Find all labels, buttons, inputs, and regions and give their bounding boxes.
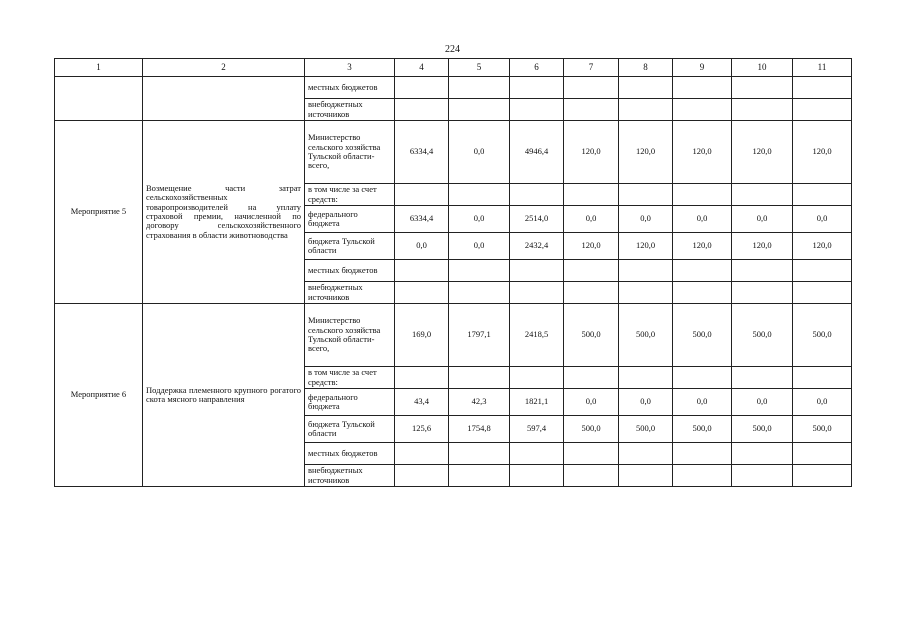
value-cell-col7 bbox=[564, 99, 619, 121]
value-cell-col4 bbox=[395, 184, 449, 206]
funding-source-label: внебюджетных источников bbox=[305, 465, 395, 487]
value-cell-col8 bbox=[619, 367, 673, 389]
value-cell-col5: 1797,1 bbox=[449, 304, 510, 367]
value-cell-col4 bbox=[395, 465, 449, 487]
continued-name-cell bbox=[55, 77, 143, 121]
funding-source-label: местных бюджетов bbox=[305, 77, 395, 99]
value-cell-col7 bbox=[564, 282, 619, 304]
value-cell-col5: 0,0 bbox=[449, 233, 510, 260]
value-cell-col6: 2432,4 bbox=[510, 233, 564, 260]
value-cell-col10: 500,0 bbox=[732, 416, 793, 443]
value-cell-col9: 0,0 bbox=[673, 389, 732, 416]
value-cell-col8 bbox=[619, 443, 673, 465]
value-cell-col9 bbox=[673, 465, 732, 487]
value-cell-col9: 500,0 bbox=[673, 304, 732, 367]
value-cell-col10 bbox=[732, 184, 793, 206]
value-cell-col8 bbox=[619, 260, 673, 282]
value-cell-col11: 500,0 bbox=[793, 416, 852, 443]
value-cell-col8: 120,0 bbox=[619, 233, 673, 260]
continued-description-cell bbox=[143, 77, 305, 121]
measure-description: Возмещение части затрат сельскохозяйственных товаропроизводителей на уплату страховой премии, начисленной по договору сельскохозяйственного страхования в области животноводства bbox=[143, 121, 305, 304]
value-cell-col11: 120,0 bbox=[793, 233, 852, 260]
value-cell-col10: 0,0 bbox=[732, 206, 793, 233]
value-cell-col4 bbox=[395, 99, 449, 121]
value-cell-col9: 120,0 bbox=[673, 233, 732, 260]
value-cell-col10 bbox=[732, 77, 793, 99]
value-cell-col9: 0,0 bbox=[673, 206, 732, 233]
funding-source-label: Министерство сельского хозяйства Тульской области-всего, bbox=[305, 304, 395, 367]
value-cell-col10: 500,0 bbox=[732, 304, 793, 367]
column-header-10: 10 bbox=[732, 59, 793, 77]
value-cell-col5 bbox=[449, 99, 510, 121]
value-cell-col4 bbox=[395, 367, 449, 389]
value-cell-col4: 6334,4 bbox=[395, 121, 449, 184]
value-cell-col6 bbox=[510, 465, 564, 487]
value-cell-col11: 120,0 bbox=[793, 121, 852, 184]
value-cell-col5 bbox=[449, 443, 510, 465]
value-cell-col8 bbox=[619, 99, 673, 121]
value-cell-col5 bbox=[449, 282, 510, 304]
value-cell-col6 bbox=[510, 367, 564, 389]
value-cell-col8: 0,0 bbox=[619, 389, 673, 416]
measure-name: Мероприятие 6 bbox=[55, 304, 143, 487]
value-cell-col6 bbox=[510, 99, 564, 121]
value-cell-col7: 500,0 bbox=[564, 416, 619, 443]
value-cell-col7: 0,0 bbox=[564, 206, 619, 233]
value-cell-col7 bbox=[564, 77, 619, 99]
value-cell-col6: 4946,4 bbox=[510, 121, 564, 184]
value-cell-col7: 0,0 bbox=[564, 389, 619, 416]
value-cell-col10 bbox=[732, 465, 793, 487]
funding-source-label: внебюджетных источников bbox=[305, 282, 395, 304]
value-cell-col9 bbox=[673, 99, 732, 121]
column-header-7: 7 bbox=[564, 59, 619, 77]
table-row bbox=[55, 77, 852, 99]
value-cell-col5: 0,0 bbox=[449, 206, 510, 233]
value-cell-col11 bbox=[793, 443, 852, 465]
value-cell-col10: 120,0 bbox=[732, 121, 793, 184]
value-cell-col10 bbox=[732, 260, 793, 282]
measure-description: Поддержка племенного крупного рогатого скота мясного направления bbox=[143, 304, 305, 487]
value-cell-col9: 120,0 bbox=[673, 121, 732, 184]
value-cell-col4: 125,6 bbox=[395, 416, 449, 443]
value-cell-col6: 2514,0 bbox=[510, 206, 564, 233]
column-header-9: 9 bbox=[673, 59, 732, 77]
table-row bbox=[55, 304, 852, 367]
value-cell-col4 bbox=[395, 260, 449, 282]
value-cell-col6: 1821,1 bbox=[510, 389, 564, 416]
value-cell-col5 bbox=[449, 184, 510, 206]
value-cell-col11: 0,0 bbox=[793, 389, 852, 416]
value-cell-col5 bbox=[449, 260, 510, 282]
column-header-5: 5 bbox=[449, 59, 510, 77]
value-cell-col7 bbox=[564, 260, 619, 282]
value-cell-col4: 6334,4 bbox=[395, 206, 449, 233]
value-cell-col11 bbox=[793, 184, 852, 206]
column-header-8: 8 bbox=[619, 59, 673, 77]
value-cell-col6 bbox=[510, 184, 564, 206]
value-cell-col8: 0,0 bbox=[619, 206, 673, 233]
funding-source-label: внебюджетных источников bbox=[305, 99, 395, 121]
value-cell-col4 bbox=[395, 282, 449, 304]
value-cell-col10 bbox=[732, 99, 793, 121]
table-body bbox=[55, 59, 852, 487]
value-cell-col11: 500,0 bbox=[793, 304, 852, 367]
value-cell-col11 bbox=[793, 77, 852, 99]
value-cell-col6 bbox=[510, 77, 564, 99]
funding-source-label: местных бюджетов bbox=[305, 260, 395, 282]
value-cell-col4: 43,4 bbox=[395, 389, 449, 416]
funding-source-label: федерального бюджета bbox=[305, 389, 395, 416]
value-cell-col5 bbox=[449, 77, 510, 99]
table-row bbox=[55, 121, 852, 184]
funding-source-label: бюджета Тульской области bbox=[305, 233, 395, 260]
funding-source-label: в том числе за счет средств: bbox=[305, 367, 395, 389]
value-cell-col6 bbox=[510, 443, 564, 465]
value-cell-col10 bbox=[732, 282, 793, 304]
value-cell-col11 bbox=[793, 465, 852, 487]
value-cell-col8 bbox=[619, 465, 673, 487]
column-header-2: 2 bbox=[143, 59, 305, 77]
value-cell-col8: 500,0 bbox=[619, 416, 673, 443]
value-cell-col5 bbox=[449, 367, 510, 389]
measure-name: Мероприятие 5 bbox=[55, 121, 143, 304]
column-header-3: 3 bbox=[305, 59, 395, 77]
value-cell-col6 bbox=[510, 282, 564, 304]
value-cell-col8 bbox=[619, 77, 673, 99]
value-cell-col10: 0,0 bbox=[732, 389, 793, 416]
value-cell-col8 bbox=[619, 184, 673, 206]
value-cell-col9 bbox=[673, 77, 732, 99]
value-cell-col11: 0,0 bbox=[793, 206, 852, 233]
value-cell-col4 bbox=[395, 77, 449, 99]
value-cell-col7 bbox=[564, 367, 619, 389]
value-cell-col11 bbox=[793, 260, 852, 282]
column-header-11: 11 bbox=[793, 59, 852, 77]
value-cell-col10: 120,0 bbox=[732, 233, 793, 260]
value-cell-col5: 0,0 bbox=[449, 121, 510, 184]
value-cell-col11 bbox=[793, 282, 852, 304]
value-cell-col4: 169,0 bbox=[395, 304, 449, 367]
value-cell-col10 bbox=[732, 443, 793, 465]
value-cell-col7 bbox=[564, 465, 619, 487]
value-cell-col9 bbox=[673, 282, 732, 304]
value-cell-col7 bbox=[564, 443, 619, 465]
page-number: 224 bbox=[445, 44, 460, 55]
funding-source-label: Министерство сельского хозяйства Тульской области-всего, bbox=[305, 121, 395, 184]
value-cell-col5: 42,3 bbox=[449, 389, 510, 416]
funding-source-label: в том числе за счет средств: bbox=[305, 184, 395, 206]
column-header-6: 6 bbox=[510, 59, 564, 77]
value-cell-col9: 500,0 bbox=[673, 416, 732, 443]
value-cell-col7 bbox=[564, 184, 619, 206]
funding-table bbox=[54, 58, 852, 487]
value-cell-col4 bbox=[395, 443, 449, 465]
value-cell-col8: 120,0 bbox=[619, 121, 673, 184]
value-cell-col6: 2418,5 bbox=[510, 304, 564, 367]
value-cell-col8 bbox=[619, 282, 673, 304]
value-cell-col7: 500,0 bbox=[564, 304, 619, 367]
value-cell-col7: 120,0 bbox=[564, 233, 619, 260]
value-cell-col6: 597,4 bbox=[510, 416, 564, 443]
value-cell-col8: 500,0 bbox=[619, 304, 673, 367]
value-cell-col9 bbox=[673, 184, 732, 206]
value-cell-col7: 120,0 bbox=[564, 121, 619, 184]
value-cell-col4: 0,0 bbox=[395, 233, 449, 260]
value-cell-col6 bbox=[510, 260, 564, 282]
funding-source-label: местных бюджетов bbox=[305, 443, 395, 465]
value-cell-col5 bbox=[449, 465, 510, 487]
header-row bbox=[55, 59, 852, 77]
value-cell-col9 bbox=[673, 443, 732, 465]
value-cell-col9 bbox=[673, 260, 732, 282]
value-cell-col5: 1754,8 bbox=[449, 416, 510, 443]
value-cell-col11 bbox=[793, 99, 852, 121]
column-header-4: 4 bbox=[395, 59, 449, 77]
funding-source-label: федерального бюджета bbox=[305, 206, 395, 233]
value-cell-col9 bbox=[673, 367, 732, 389]
value-cell-col11 bbox=[793, 367, 852, 389]
funding-source-label: бюджета Тульской области bbox=[305, 416, 395, 443]
value-cell-col10 bbox=[732, 367, 793, 389]
column-header-1: 1 bbox=[55, 59, 143, 77]
